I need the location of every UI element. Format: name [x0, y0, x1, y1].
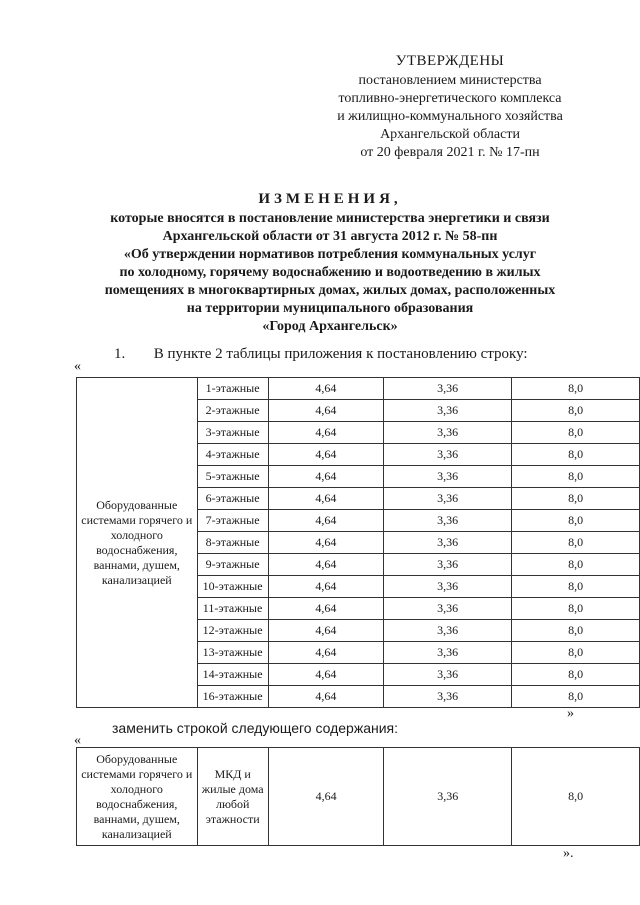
value-cell: 8,0 [512, 748, 640, 846]
floors-cell: МКД и жилые дома любой этажности [197, 748, 268, 846]
value-cell: 3,36 [384, 488, 512, 510]
value-cell: 4,64 [268, 554, 384, 576]
value-cell: 4,64 [268, 488, 384, 510]
floors-cell: 13-этажные [197, 642, 268, 664]
value-cell: 8,0 [512, 532, 640, 554]
value-cell: 3,36 [384, 598, 512, 620]
value-cell: 4,64 [268, 444, 384, 466]
table-row [77, 378, 640, 400]
value-cell: 3,36 [384, 664, 512, 686]
floors-cell: 9-этажные [197, 554, 268, 576]
floors-cell: 2-этажные [197, 400, 268, 422]
floors-cell: 7-этажные [197, 510, 268, 532]
floors-cell: 11-этажные [197, 598, 268, 620]
category-cell: Оборудованные системами горячего и холодного водоснабжения, ваннами, душем, канализацией [77, 378, 198, 708]
value-cell: 8,0 [512, 466, 640, 488]
floors-cell: 4-этажные [197, 444, 268, 466]
value-cell: 4,64 [268, 642, 384, 664]
value-cell: 8,0 [512, 400, 640, 422]
value-cell: 4,64 [268, 400, 384, 422]
value-cell: 8,0 [512, 488, 640, 510]
value-cell: 3,36 [384, 422, 512, 444]
close-quote: » [567, 706, 574, 721]
value-cell: 3,36 [384, 620, 512, 642]
value-cell: 8,0 [512, 510, 640, 532]
floors-cell: 16-этажные [197, 686, 268, 708]
approval-line: Архангельской области [380, 127, 520, 142]
approval-line: и жилищно-коммунального хозяйства [337, 109, 563, 124]
value-cell: 8,0 [512, 576, 640, 598]
title-line: помещениях в многоквартирных домах, жилых домах, расположенных [104, 283, 556, 298]
approval-line: постановлением министерства [358, 73, 542, 88]
open-quote: « [74, 359, 81, 374]
value-cell: 8,0 [512, 686, 640, 708]
value-cell: 3,36 [384, 510, 512, 532]
new-norms-table [76, 747, 640, 846]
value-cell: 4,64 [268, 510, 384, 532]
floors-cell: 1-этажные [197, 378, 268, 400]
value-cell: 4,64 [268, 532, 384, 554]
value-cell: 4,64 [268, 620, 384, 642]
title-line: которые вносятся в постановление министерства энергетики и связи [110, 211, 550, 226]
point-number: 1. [114, 346, 126, 362]
value-cell: 3,36 [384, 686, 512, 708]
value-cell: 4,64 [268, 664, 384, 686]
value-cell: 8,0 [512, 664, 640, 686]
value-cell: 3,36 [384, 748, 512, 846]
approval-heading: УТВЕРЖДЕНЫ [395, 53, 505, 69]
open-quote: « [74, 733, 81, 748]
value-cell: 8,0 [512, 554, 640, 576]
approval-block [300, 52, 600, 162]
title-line: «Об утверждении нормативов потребления коммунальных услуг [123, 247, 537, 262]
approval-line: от 20 февраля 2021 г. № 17-пн [360, 145, 540, 160]
title-line: «Город Архангельск» [262, 319, 398, 334]
floors-cell: 10-этажные [197, 576, 268, 598]
value-cell: 3,36 [384, 554, 512, 576]
value-cell: 3,36 [384, 466, 512, 488]
close-quote: ». [563, 846, 574, 861]
value-cell: 4,64 [268, 686, 384, 708]
value-cell: 4,64 [268, 466, 384, 488]
value-cell: 4,64 [268, 576, 384, 598]
value-cell: 4,64 [268, 378, 384, 400]
value-cell: 3,36 [384, 576, 512, 598]
value-cell: 3,36 [384, 378, 512, 400]
category-cell: Оборудованные системами горячего и холодного водоснабжения, ваннами, душем, канализацией [77, 748, 198, 846]
title-line: Архангельской области от 31 августа 2012 г. № 58-пн [162, 229, 498, 244]
replace-instruction: заменить строкой следующего содержания: [112, 720, 399, 736]
value-cell: 3,36 [384, 642, 512, 664]
value-cell: 8,0 [512, 378, 640, 400]
floors-cell: 5-этажные [197, 466, 268, 488]
floors-cell: 3-этажные [197, 422, 268, 444]
floors-cell: 12-этажные [197, 620, 268, 642]
title-line: по холодному, горячему водоснабжению и водоотведению в жилых [119, 265, 541, 280]
value-cell: 3,36 [384, 400, 512, 422]
title-main: ИЗМЕНЕНИЯ, [258, 191, 402, 207]
document-title [60, 190, 600, 336]
title-line: на территории муниципального образования [186, 301, 474, 316]
value-cell: 4,64 [268, 422, 384, 444]
old-norms-table [76, 377, 640, 708]
value-cell: 8,0 [512, 598, 640, 620]
floors-cell: 8-этажные [197, 532, 268, 554]
value-cell: 4,64 [268, 748, 383, 846]
value-cell: 8,0 [512, 422, 640, 444]
floors-cell: 14-этажные [197, 664, 268, 686]
table-row [77, 748, 640, 846]
value-cell: 8,0 [512, 620, 640, 642]
value-cell: 4,64 [268, 598, 384, 620]
point-1 [114, 346, 528, 363]
point-text: В пункте 2 таблицы приложения к постановлению строку: [153, 346, 528, 362]
value-cell: 8,0 [512, 444, 640, 466]
value-cell: 8,0 [512, 642, 640, 664]
value-cell: 3,36 [384, 532, 512, 554]
floors-cell: 6-этажные [197, 488, 268, 510]
value-cell: 3,36 [384, 444, 512, 466]
approval-line: топливно-энергетического комплекса [338, 91, 562, 106]
